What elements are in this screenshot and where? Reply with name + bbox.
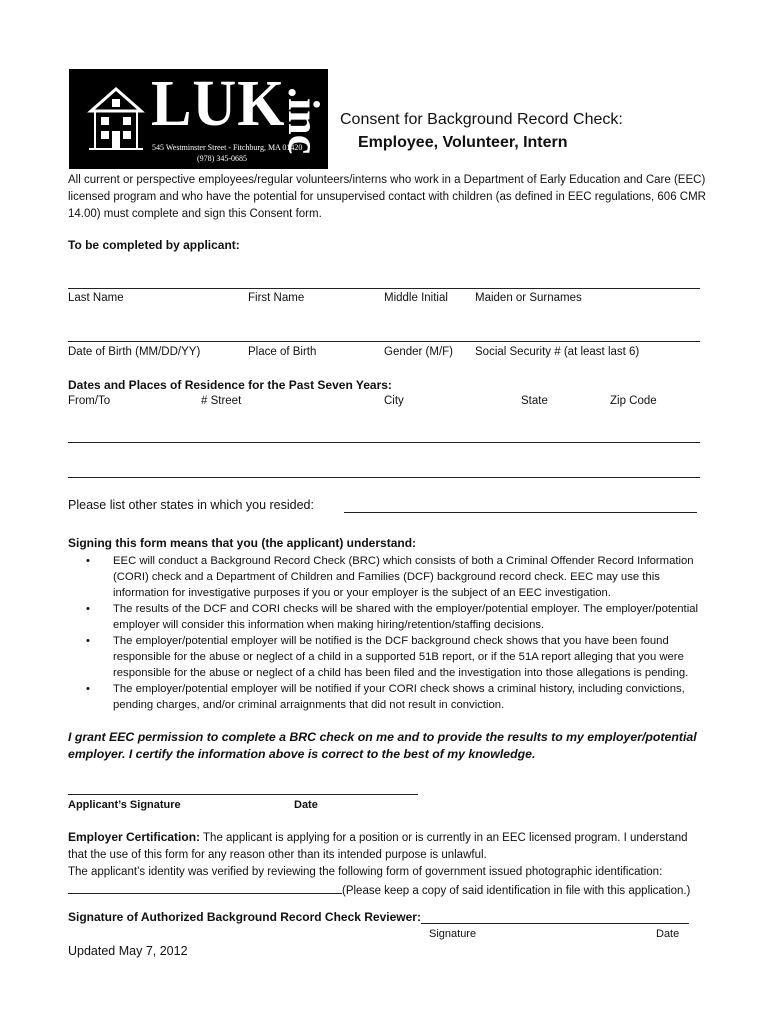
reviewer-date-caption: Date <box>656 928 680 940</box>
first-name-label: First Name <box>248 292 305 304</box>
logo-phone: (978) 345-0685 <box>197 154 247 163</box>
grant-statement: I grant EEC permission to complete a BRC check on me and to provide the results to my employer/potential employer. I certify the information above is correct to the best of my knowledge. <box>68 730 697 761</box>
other-states-line[interactable] <box>344 512 697 513</box>
list-item: • The results of the DCF and CORI checks will be shared with the employer/potential employer. The employer/potential employer will consider this information when making hiring/retention/staffing decisions. <box>86 601 706 633</box>
applicant-heading: To be completed by applicant: <box>68 238 240 252</box>
logo-brand: LUK <box>151 69 286 140</box>
state-label: State <box>521 395 548 407</box>
intro-paragraph: All current or perspective employees/regular volunteers/interns who work in a Department of Early Education and Care (EEC) licensed program and who have the potential for unsupervised contact with children (as defined in EEC regulations, 606 CMR 14.00) must complete and sign this Consent form. <box>68 174 706 220</box>
street-label: # Street <box>201 395 242 407</box>
identity-verified-text: The applicant’s identity was verified by reviewing the following form of government issued photographic identification: <box>68 866 663 878</box>
other-states-label: Please list other states in which you resided: <box>68 498 314 512</box>
logo-suffix: .inc <box>279 87 328 155</box>
logo-address: 545 Westminster Street - Fitchburg, MA 01420 <box>152 143 303 152</box>
ssn-label: Social Security # (at least last 6) <box>475 346 640 358</box>
employer-certification-text: The applicant is applying for a position or is currently in an EEC licensed program. I understand that the use of this form for any reason other than its intended purpose is unlawful. <box>68 832 688 861</box>
zip-code-label: Zip Code <box>610 395 657 407</box>
applicant-date-label: Date <box>294 799 318 811</box>
residence-line-1[interactable] <box>68 442 700 443</box>
identification-note: (Please keep a copy of said identification in file with this application.) <box>342 885 691 897</box>
employer-certification-heading: Employer Certification: <box>68 830 201 844</box>
list-item: • The employer/potential employer will be notified if your CORI check shows a criminal history, including convictions, pending charges, and/or criminal arraignments that did not result in conviction. <box>86 681 706 713</box>
house-icon <box>87 85 145 151</box>
residence-line-2[interactable] <box>68 477 700 478</box>
residence-heading: Dates and Places of Residence for the Past Seven Years: <box>68 378 392 392</box>
luk-logo <box>69 69 328 169</box>
from-to-label: From/To <box>68 395 111 407</box>
updated-date: Updated May 7, 2012 <box>68 944 188 958</box>
employer-certification <box>68 829 708 900</box>
applicant-signature-label: Applicant’s Signature <box>68 799 181 811</box>
list-item: • The employer/potential employer will be notified is the DCF background check shows that you have been found responsible for the abuse or neglect of a child in a supported 51B report, or if the 51A report alleging that you were responsible for the abuse or neglect of a child has been filed and the investigation into those allegations is pending. <box>86 633 706 681</box>
dob-label: Date of Birth (MM/DD/YY) <box>68 346 201 358</box>
applicant-signature-line[interactable] <box>68 794 418 795</box>
reviewer-signature-label: Signature of Authorized Background Record Check Reviewer: <box>68 910 421 924</box>
understand-heading: Signing this form means that you (the applicant) understand: <box>68 536 417 550</box>
identification-line[interactable] <box>68 881 342 894</box>
form-subtitle: Employee, Volunteer, Intern <box>358 134 568 151</box>
maiden-name-label: Maiden or Surnames <box>475 292 582 304</box>
middle-initial-label: Middle Initial <box>384 292 448 304</box>
city-label: City <box>384 395 404 407</box>
applicant-birth-line[interactable] <box>68 341 700 342</box>
applicant-name-line[interactable] <box>68 288 700 289</box>
form-title: Consent for Background Record Check: <box>340 111 623 128</box>
understand-list <box>86 553 706 713</box>
reviewer-signature-caption: Signature <box>429 928 477 940</box>
place-of-birth-label: Place of Birth <box>248 346 317 358</box>
gender-label: Gender (M/F) <box>384 346 454 358</box>
list-item: • EEC will conduct a Background Record Check (BRC) which consists of both a Criminal Offender Record Information (CORI) check and a Department of Children and Families (DCF) background record check. EEC may use this information for investigative purposes if you or your employer is the subject of an EEC investigation. <box>86 553 706 601</box>
last-name-label: Last Name <box>68 292 124 304</box>
reviewer-signature-line[interactable] <box>421 923 689 924</box>
